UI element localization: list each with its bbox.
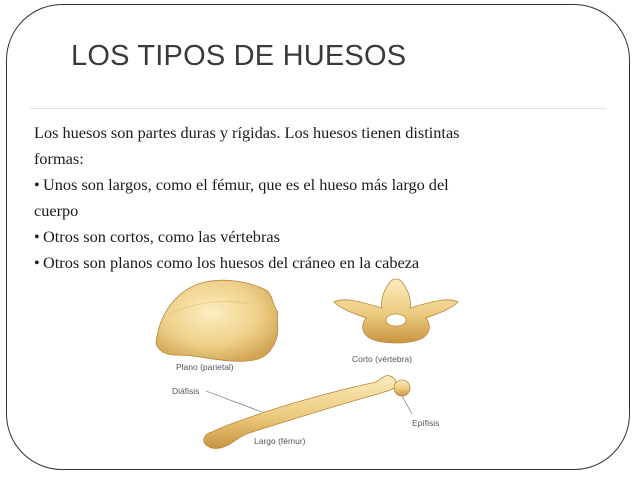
bullet-flat-bones bbox=[34, 250, 554, 276]
bullet-short-bones bbox=[34, 224, 554, 250]
vertebra-bone-icon bbox=[334, 279, 458, 343]
intro-line-1: Los huesos son partes duras y rígidas. Los huesos tienen distintas bbox=[34, 123, 460, 142]
label-epiphysis: Epífisis bbox=[412, 418, 440, 428]
slide-title: LOS TIPOS DE HUESOS bbox=[71, 40, 407, 72]
slide-body bbox=[34, 120, 554, 276]
bullet-mark: • bbox=[34, 227, 40, 246]
diaphysis-leader-line bbox=[206, 391, 262, 412]
intro-text bbox=[34, 120, 554, 172]
label-flat-bone: Plano (parietal) bbox=[176, 362, 234, 372]
bullet-text: Otros son planos como los huesos del cráneo en la cabeza bbox=[43, 253, 420, 272]
epiphysis-leader-line bbox=[402, 396, 412, 414]
bullet-mark: • bbox=[34, 175, 40, 194]
label-diaphysis: Diáfisis bbox=[172, 386, 200, 396]
label-long-bone: Largo (fémur) bbox=[254, 436, 306, 446]
bullet-mark: • bbox=[34, 253, 40, 272]
femur-bone-icon bbox=[204, 375, 410, 448]
parietal-bone-icon bbox=[156, 280, 278, 361]
title-divider bbox=[30, 108, 606, 109]
bullet-text: Unos son largos, como el fémur, que es el hueso más largo del bbox=[43, 175, 449, 194]
bullet-text: Otros son cortos, como las vértebras bbox=[43, 227, 280, 246]
label-short-bone: Corto (vértebra) bbox=[352, 354, 412, 364]
bone-types-illustration bbox=[150, 274, 460, 454]
bullet-long-bones bbox=[34, 172, 554, 224]
intro-line-2: formas: bbox=[34, 149, 84, 168]
bullet-text-continued: cuerpo bbox=[34, 201, 79, 220]
